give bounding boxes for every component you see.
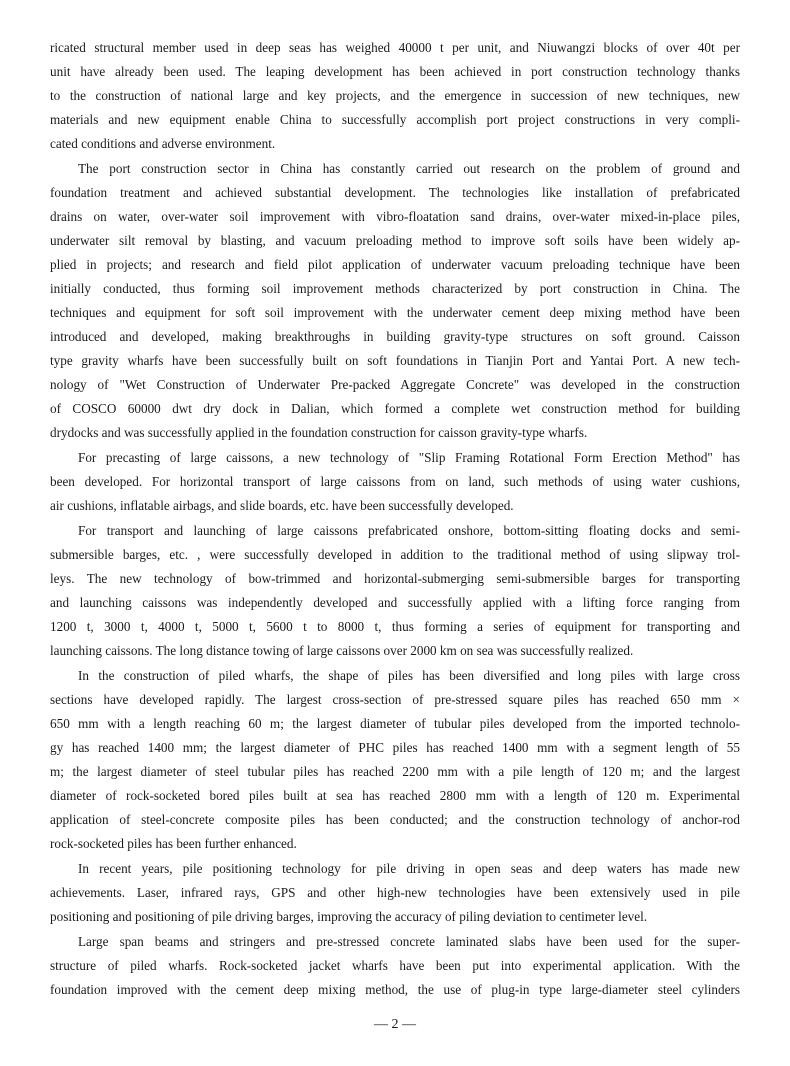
text-line: unit have already been used. The leaping development has been achieved in port construction technology thanks: [50, 64, 740, 79]
text-line: application of steel-concrete composite piles has been conducted; and the construction technology of anchor-rod: [50, 812, 740, 827]
text-line: been developed. For horizontal transport of large caissons from on land, such methods of using water cushions,: [50, 474, 740, 489]
paragraph-start: In the construction of piled wharfs, the shape of piles has been diversified and long piles with large cross: [78, 668, 740, 683]
text-line: of COSCO 60000 dwt dry dock in Dalian, which formed a complete wet construction method for building: [50, 401, 740, 416]
text-line: launching caissons. The long distance towing of large caissons over 2000 km on sea was successfully realized.: [50, 643, 634, 658]
paragraph-start: In recent years, pile positioning technology for pile driving in open seas and deep waters has made new: [78, 861, 740, 876]
text-line: foundation improved with the cement deep mixing method, the use of plug-in type large-diameter steel cylinders: [50, 982, 740, 997]
text-line: materials and new equipment enable China to successfully accomplish port project constructions in very compli-: [50, 112, 740, 127]
text-line: positioning and positioning of pile driving barges, improving the accuracy of piling deviation to centimeter level.: [50, 909, 648, 924]
text-line: achievements. Laser, infrared rays, GPS and other high-new technologies have been extensively used in pile: [50, 885, 740, 900]
text-line: plied in projects; and research and field pilot application of underwater vacuum preloading technique have been: [50, 257, 740, 272]
text-line: nology of "Wet Construction of Underwater Pre-packed Aggregate Concrete" was developed in the construction: [50, 377, 740, 392]
text-line: and launching caissons was independently developed and successfully applied with a lifting force ranging from: [50, 595, 740, 610]
text-line: sections have developed rapidly. The largest cross-section of pre-stressed square piles has reached 650 mm ×: [50, 692, 740, 707]
paragraph-start: For precasting of large caissons, a new technology of "Slip Framing Rotational Form Erection Method" has: [78, 450, 740, 465]
text-line: foundation treatment and achieved substantial development. The technologies like installation of prefabricated: [50, 185, 740, 200]
text-line: drains on water, over-water soil improvement with vibro-floatation sand drains, over-water mixed-in-place piles,: [50, 209, 740, 224]
text-line: ricated structural member used in deep seas has weighed 40000 t per unit, and Niuwangzi blocks of over 40t per: [50, 40, 740, 55]
text-line: m; the largest diameter of steel tubular piles has reached 2200 mm with a pile length of 120 m; and the largest: [50, 764, 740, 779]
text-line: drydocks and was successfully applied in the foundation construction for caisson gravity-type wharfs.: [50, 425, 588, 440]
text-line: introduced and developed, making breakthroughs in building gravity-type structures on soft ground. Caisson: [50, 329, 740, 344]
text-line: type gravity wharfs have been successfully built on soft foundations in Tianjin Port and Yantai Port. A new tech-: [50, 353, 740, 368]
paragraph-start: For transport and launching of large caissons prefabricated onshore, bottom-sitting floating docks and semi-: [78, 523, 740, 538]
text-line: 650 mm with a length reaching 60 m; the largest diameter of tubular piles developed from the imported technolo-: [50, 716, 740, 731]
text-line: leys. The new technology of bow-trimmed and horizontal-submerging semi-submersible barges for transporting: [50, 571, 740, 586]
text-line: techniques and equipment for soft soil improvement with the underwater cement deep mixing method have been: [50, 305, 740, 320]
paragraph-start: The port construction sector in China has constantly carried out research on the problem of ground and: [78, 161, 740, 176]
text-line: rock-socketed piles has been further enhanced.: [50, 836, 297, 851]
page-number: — 2 —: [374, 1017, 416, 1032]
text-line: cated conditions and adverse environment.: [50, 136, 276, 151]
paragraph-start: Large span beams and stringers and pre-stressed concrete laminated slabs have been used for the super-: [78, 934, 740, 949]
text-line: air cushions, inflatable airbags, and slide boards, etc. have been successfully developed.: [50, 498, 514, 513]
text-line: gy has reached 1400 mm; the largest diameter of PHC piles has reached 1400 mm with a segment length of 55: [50, 740, 740, 755]
text-line: underwater silt removal by blasting, and vacuum preloading method to improve soft soils have been widely ap-: [50, 233, 740, 248]
text-line: submersible barges, etc. , were successfully developed in addition to the traditional method of using slipway trol-: [50, 547, 740, 562]
text-line: initially conducted, thus forming soil improvement methods characterized by port construction in China. The: [50, 281, 740, 296]
text-line: structure of piled wharfs. Rock-socketed jacket wharfs have been put into experimental application. With the: [50, 958, 740, 973]
text-line: 1200 t, 3000 t, 4000 t, 5000 t, 5600 t to 8000 t, thus forming a series of equipment for transporting and: [50, 619, 740, 634]
text-line: to the construction of national large and key projects, and the emergence in succession of new techniques, new: [50, 88, 740, 103]
text-line: diameter of rock-socketed bored piles built at sea has reached 2800 mm with a length of 120 m. Experimental: [50, 788, 740, 803]
